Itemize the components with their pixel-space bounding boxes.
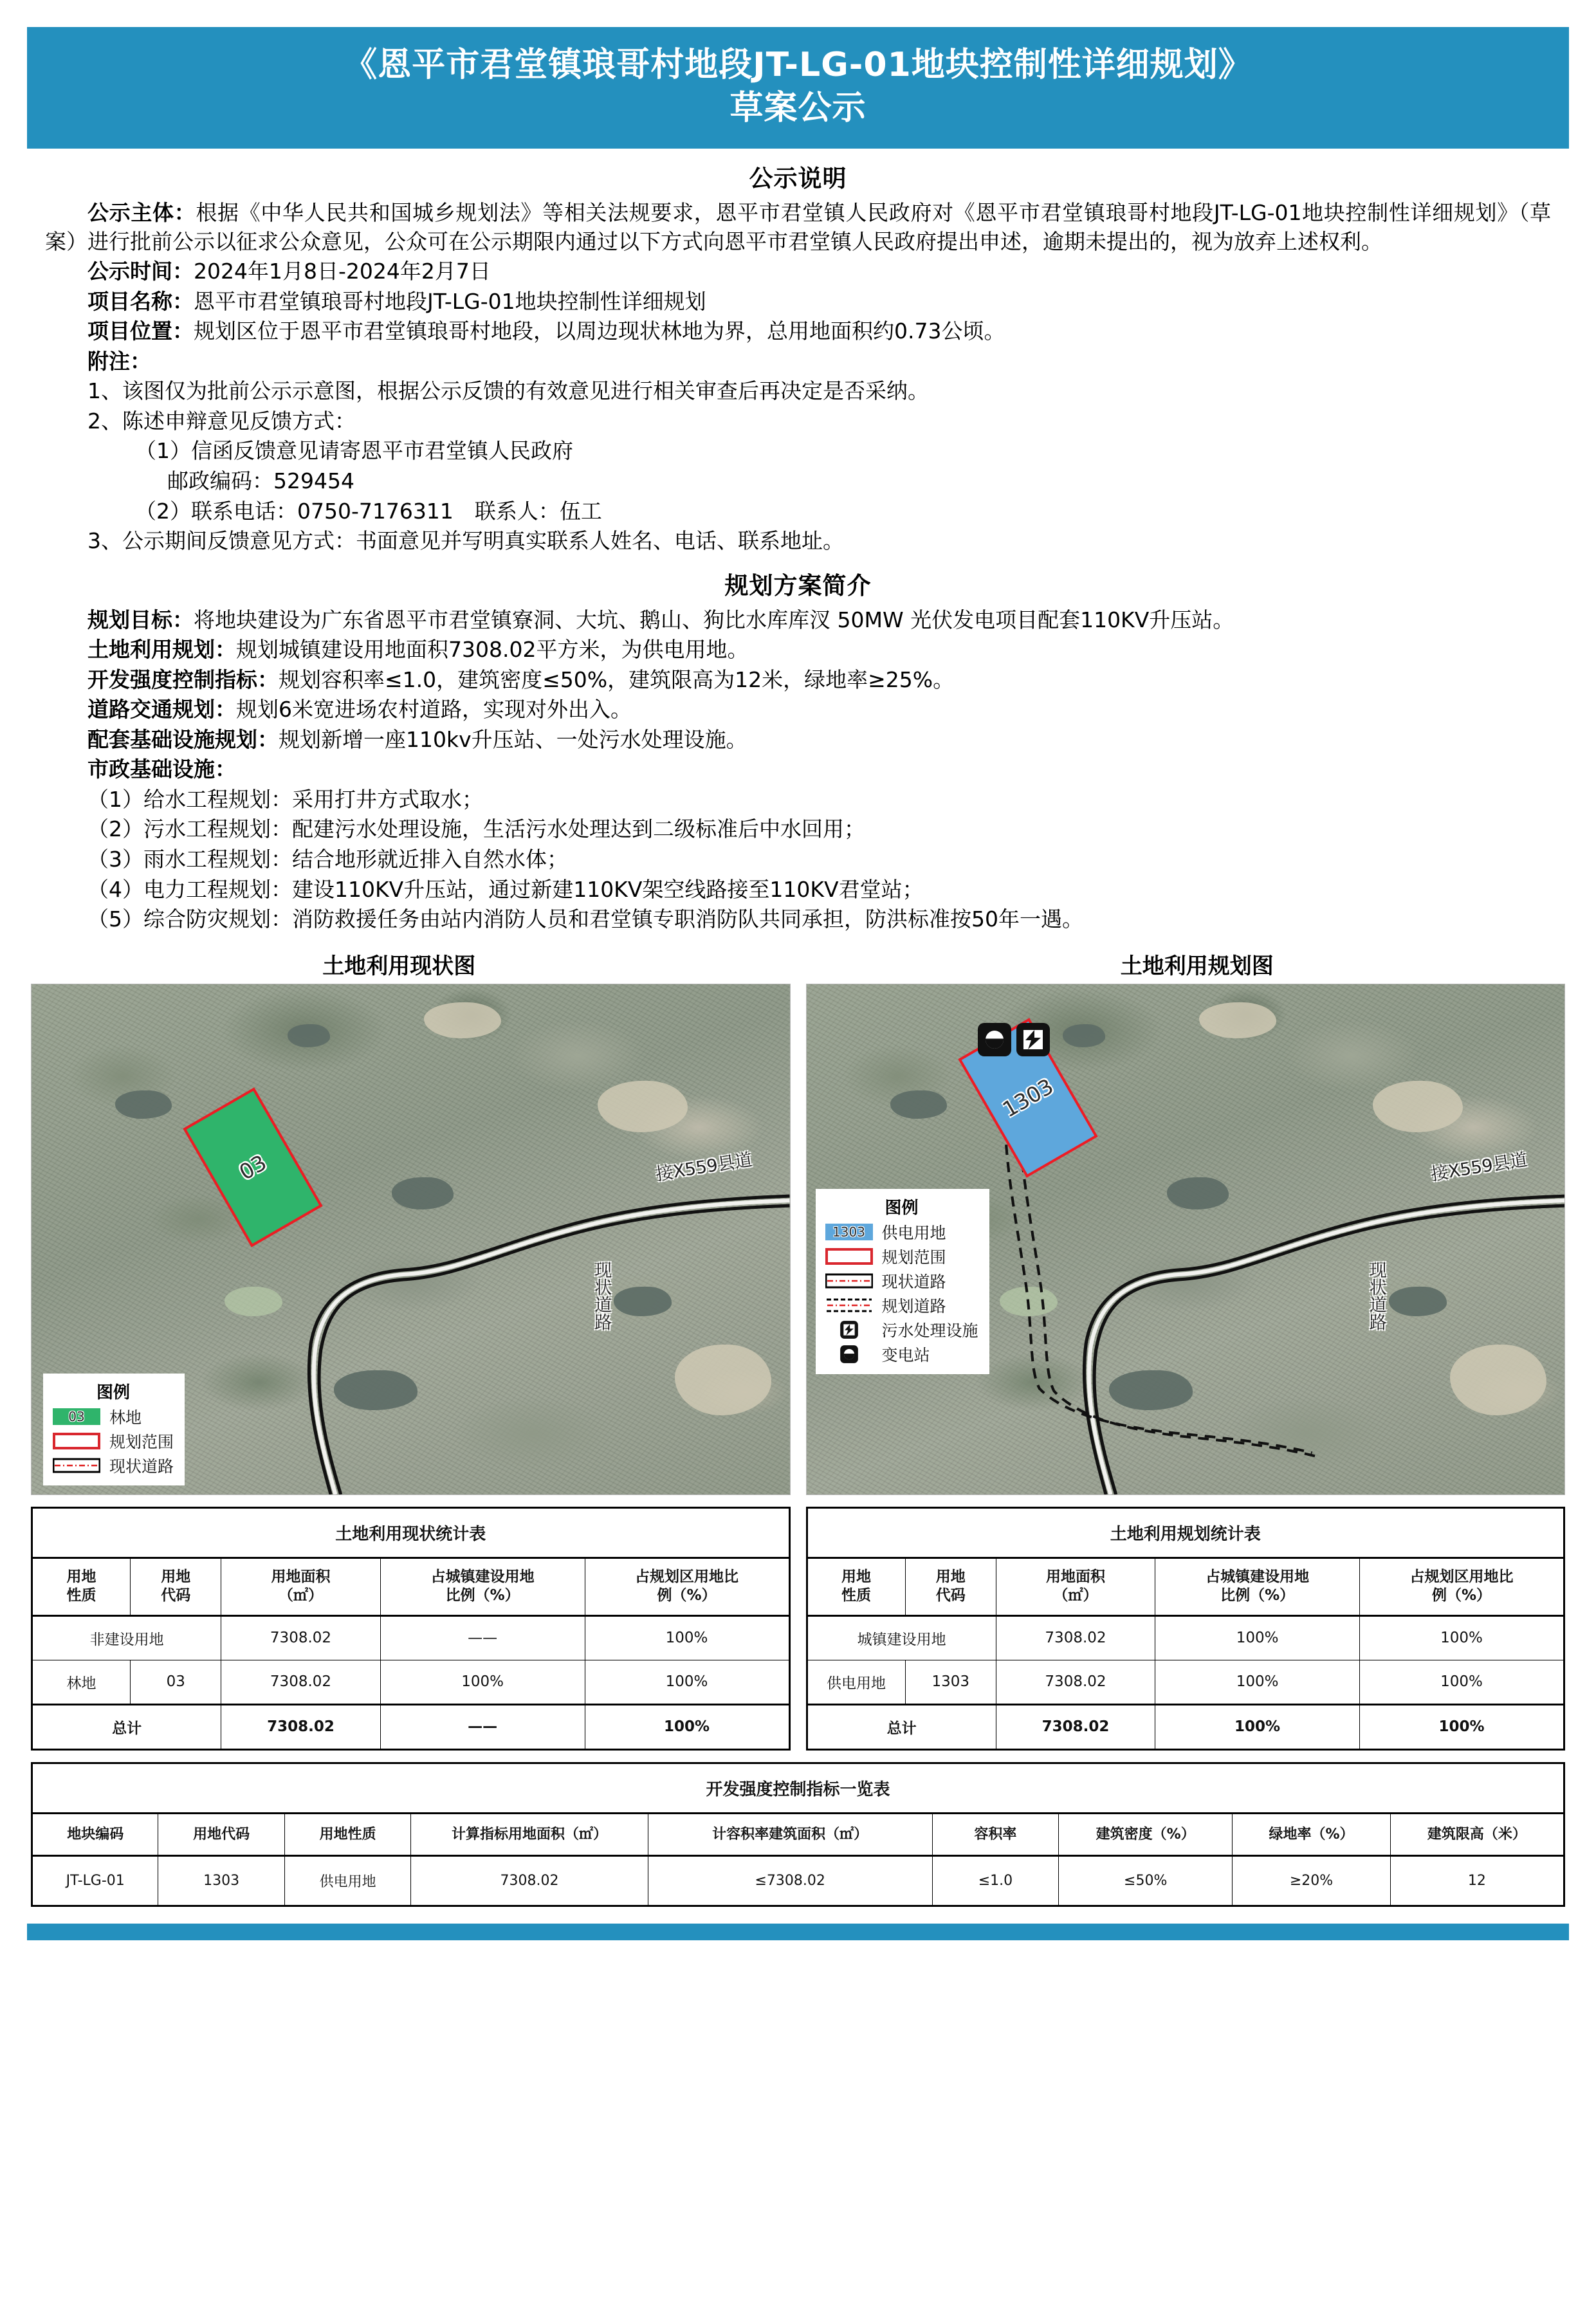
cell-pct-plan: 100% <box>585 1615 789 1660</box>
col-parcel-code: 地块编码 <box>32 1813 158 1856</box>
cell-far-floor-area: ≤7308.02 <box>648 1856 932 1906</box>
plan-road-label: 道路交通规划： <box>87 697 236 722</box>
map-legend-current <box>43 1374 185 1485</box>
cell-building-density: ≤50% <box>1059 1856 1233 1906</box>
plan-infrastructure-paragraph <box>45 726 1551 755</box>
cell-total-pct-plan: 100% <box>1360 1704 1564 1749</box>
plan-goal-paragraph <box>45 606 1551 635</box>
legend-swatch-code: 1303 <box>832 1224 865 1240</box>
cell-green-ratio: ≥20% <box>1233 1856 1391 1906</box>
map-current-land-use[interactable] <box>31 984 791 1495</box>
legend-label: 变电站 <box>882 1343 930 1366</box>
label-existing-road-planned: 现状道路 <box>1366 1261 1386 1330</box>
legend-label: 林地 <box>109 1405 142 1428</box>
planned-road-icon <box>825 1297 873 1314</box>
plan-intensity-label: 开发强度控制指标： <box>87 667 279 692</box>
col-height-limit: 建筑限高（米） <box>1390 1813 1564 1856</box>
notice-project-name-label: 项目名称： <box>87 289 194 314</box>
notice-project-location-label: 项目位置： <box>87 318 194 344</box>
cell-pct-urban: 100% <box>380 1660 585 1704</box>
poster-header <box>27 27 1569 149</box>
table-header-row <box>807 1558 1564 1615</box>
legend-item <box>825 1269 978 1292</box>
substation-glyph <box>978 1023 1011 1056</box>
cell-land-nature: 非建设用地 <box>32 1615 221 1660</box>
cell-total-pct-plan: 100% <box>585 1704 789 1749</box>
map-planned-land-use[interactable] <box>806 984 1566 1495</box>
plan-land-use-text: 规划城镇建设用地面积7308.02平方米，为供电用地。 <box>236 637 748 662</box>
legend-swatch-existing-road <box>825 1273 873 1289</box>
table-caption-row <box>807 1507 1564 1558</box>
poster-title-line1: 《恩平市君堂镇琅哥村地段JT-LG-01地块控制性详细规划》 <box>40 44 1556 87</box>
parcel-code-label: 1303 <box>998 1073 1057 1122</box>
legend-swatch-forest <box>53 1408 100 1425</box>
cell-land-area: 7308.02 <box>996 1615 1155 1660</box>
table-row <box>32 1660 790 1704</box>
notice-postcode: 邮政编码：529454 <box>45 467 1551 496</box>
table-row <box>32 1615 790 1660</box>
col-building-density: 建筑密度（%） <box>1059 1813 1233 1856</box>
col-land-area: 用地面积 （㎡） <box>221 1558 380 1615</box>
legend-swatch-planned-road <box>825 1297 873 1314</box>
map-title-planned: 土地利用规划图 <box>798 948 1596 980</box>
col-pct-urban: 占城镇建设用地 比例（%） <box>380 1558 585 1615</box>
notice-remark-label: 附注： <box>45 347 1551 376</box>
plan-land-use-paragraph <box>45 636 1551 665</box>
table-row <box>807 1615 1564 1660</box>
legend-label: 规划范围 <box>109 1429 174 1453</box>
plan-municipal-item-2: （2）污水工程规划：配建污水处理设施，生活污水处理达到二级标准后中水回用； <box>45 815 1551 844</box>
plan-goal-label: 规划目标： <box>87 607 194 632</box>
cell-pct-urban: 100% <box>1155 1615 1360 1660</box>
legend-title: 图例 <box>53 1379 174 1403</box>
plan-road-text: 规划6米宽进场农村道路，实现对外出入。 <box>236 697 632 722</box>
cell-total-pct-urban: 100% <box>1155 1704 1360 1749</box>
table-caption: 开发强度控制指标一览表 <box>32 1763 1564 1813</box>
legend-title: 图例 <box>825 1195 978 1218</box>
plan-intensity-text: 规划容积率≤1.0，建筑密度≤50%，建筑限高为12米，绿地率≥25%。 <box>279 667 954 692</box>
plan-road-paragraph <box>45 695 1551 724</box>
cell-land-nature: 城镇建设用地 <box>807 1615 996 1660</box>
plan-municipal-item-4: （4）电力工程规划：建设110KV升压站，通过新建110KV架空线路接至110KV君堂站； <box>45 876 1551 905</box>
sewage-icon <box>838 1320 860 1339</box>
col-pct-plan: 占规划区用地比 例（%） <box>585 1558 789 1615</box>
cell-pct-urban: 100% <box>1155 1660 1360 1704</box>
poster-footer-bar <box>27 1924 1569 1940</box>
cell-total-area: 7308.02 <box>996 1704 1155 1749</box>
intensity-table-wrap <box>0 1762 1596 1907</box>
col-green-ratio: 绿地率（%） <box>1233 1813 1391 1856</box>
cell-indicator-area: 7308.02 <box>411 1856 648 1906</box>
col-land-code: 用地代码 <box>158 1813 284 1856</box>
legend-swatch-plan-boundary <box>53 1433 100 1449</box>
cell-pct-urban: —— <box>380 1615 585 1660</box>
plan-section-title: 规划方案简介 <box>45 566 1551 601</box>
col-land-nature: 用地性质 <box>284 1813 410 1856</box>
legend-label: 现状道路 <box>882 1269 946 1292</box>
legend-item <box>825 1294 978 1317</box>
col-far: 容积率 <box>932 1813 1058 1856</box>
legend-item <box>825 1245 978 1268</box>
table-total-row <box>32 1704 790 1749</box>
notice-subject-paragraph <box>45 199 1551 256</box>
sewage-treatment-icon <box>1016 1023 1050 1056</box>
plan-municipal-item-3: （3）雨水工程规划：结合地形就近排入自然水体； <box>45 845 1551 874</box>
notice-remark-item-2: 2、陈述申辩意见反馈方式： <box>45 407 1551 436</box>
legend-label: 供电用地 <box>882 1220 946 1244</box>
table-caption: 土地利用现状统计表 <box>32 1507 790 1558</box>
label-county-road-current: 接X559县道 <box>655 1150 754 1184</box>
cell-land-code: 03 <box>131 1660 221 1704</box>
cell-height-limit: 12 <box>1390 1856 1564 1906</box>
cell-pct-plan: 100% <box>585 1660 789 1704</box>
col-land-nature: 用地 性质 <box>807 1558 905 1615</box>
notice-remark-sub-1: （1）信函反馈意见请寄恩平市君堂镇人民政府 <box>45 437 1551 466</box>
cell-total-label: 总计 <box>32 1704 221 1749</box>
col-land-code: 用地 代码 <box>905 1558 996 1615</box>
cell-total-label: 总计 <box>807 1704 996 1749</box>
cell-pct-plan: 100% <box>1360 1615 1564 1660</box>
table-row <box>32 1856 1564 1906</box>
notice-time-value: 2024年1月8日-2024年2月7日 <box>194 259 491 284</box>
label-existing-road-current: 现状道路 <box>591 1261 610 1330</box>
cell-land-area: 7308.02 <box>996 1660 1155 1704</box>
col-far-floor-area: 计容积率建筑面积（㎡） <box>648 1813 932 1856</box>
legend-item <box>53 1429 174 1453</box>
table-current-land-use <box>31 1507 791 1751</box>
label-county-road-planned: 接X559县道 <box>1429 1150 1528 1184</box>
publicity-poster <box>0 27 1596 2307</box>
plan-infrastructure-label: 配套基础设施规划： <box>87 727 279 752</box>
notice-subject-label: 公示主体： <box>87 200 196 225</box>
table-caption: 土地利用规划统计表 <box>807 1507 1564 1558</box>
table-total-row <box>807 1704 1564 1749</box>
col-pct-urban: 占城镇建设用地 比例（%） <box>1155 1558 1360 1615</box>
table-row <box>807 1660 1564 1704</box>
legend-item <box>53 1405 174 1428</box>
plan-municipal-item-5: （5）综合防灾规划：消防救援任务由站内消防人员和君堂镇专职消防队共同承担，防洪标准按50年一遇。 <box>45 905 1551 934</box>
legend-item <box>825 1220 978 1244</box>
table-header-row <box>32 1813 1564 1856</box>
notice-remark-sub-2: （2）联系电话：0750-7176311 联系人：伍工 <box>45 497 1551 526</box>
cell-total-pct-urban: —— <box>380 1704 585 1749</box>
existing-road-icon <box>53 1457 100 1474</box>
table-development-intensity <box>31 1762 1565 1907</box>
col-land-code: 用地 代码 <box>131 1558 221 1615</box>
cell-land-nature: 林地 <box>32 1660 131 1704</box>
col-pct-plan: 占规划区用地比 例（%） <box>1360 1558 1564 1615</box>
poster-title-line2: 草案公示 <box>40 87 1556 130</box>
cell-land-nature: 供电用地 <box>284 1856 410 1906</box>
notice-project-name-paragraph <box>45 288 1551 317</box>
legend-swatch-plan-boundary <box>825 1248 873 1265</box>
legend-label: 规划范围 <box>882 1245 946 1268</box>
notice-project-name-value: 恩平市君堂镇琅哥村地段JT-LG-01地块控制性详细规划 <box>194 289 706 314</box>
legend-item <box>825 1343 978 1366</box>
cell-land-area: 7308.02 <box>221 1660 380 1704</box>
legend-swatch-substation <box>825 1346 873 1363</box>
table-caption-row <box>32 1507 790 1558</box>
plan-intensity-paragraph <box>45 666 1551 695</box>
legend-item <box>53 1454 174 1477</box>
cell-land-area: 7308.02 <box>221 1615 380 1660</box>
notice-time-paragraph <box>45 257 1551 286</box>
map-legend-planned <box>816 1189 989 1374</box>
legend-swatch-power-supply-land <box>825 1224 873 1240</box>
notice-remark-item-1: 1、该图仅为批前公示示意图，根据公示反馈的有效意见进行相关审查后再决定是否采纳。 <box>45 377 1551 406</box>
maps-row <box>0 984 1596 1495</box>
legend-swatch-sewage <box>825 1321 873 1338</box>
notice-remark-item-3: 3、公示期间反馈意见方式：书面意见并写明真实联系人姓名、电话、联系地址。 <box>45 527 1551 556</box>
plan-municipal-label: 市政基础设施： <box>45 755 1551 784</box>
table-caption-row <box>32 1763 1564 1813</box>
cell-land-code: 1303 <box>905 1660 996 1704</box>
cell-parcel-code: JT-LG-01 <box>32 1856 158 1906</box>
notice-section-title: 公示说明 <box>45 159 1551 194</box>
sewage-glyph <box>1016 1023 1050 1056</box>
existing-road-icon <box>825 1273 873 1289</box>
plan-land-use-label: 土地利用规划： <box>87 637 236 662</box>
notice-project-location-value: 规划区位于恩平市君堂镇琅哥村地段，以周边现状林地为界，总用地面积约0.73公顷。 <box>194 318 1005 344</box>
cell-total-area: 7308.02 <box>221 1704 380 1749</box>
table-header-row <box>32 1558 790 1615</box>
cell-far: ≤1.0 <box>932 1856 1058 1906</box>
plan-municipal-item-1: （1）给水工程规划：采用打井方式取水； <box>45 786 1551 814</box>
legend-label: 规划道路 <box>882 1294 946 1317</box>
legend-label: 现状道路 <box>109 1454 174 1477</box>
legend-swatch-code: 03 <box>68 1409 84 1424</box>
plan-goal-text: 将地块建设为广东省恩平市君堂镇寮洞、大坑、鹅山、狗比水库库汊 50MW 光伏发电项目配套110KV升压站。 <box>194 607 1234 632</box>
substation-icon <box>978 1023 1011 1056</box>
table-planned-land-use <box>806 1507 1566 1751</box>
col-land-area: 用地面积 （㎡） <box>996 1558 1155 1615</box>
col-land-nature: 用地 性质 <box>32 1558 131 1615</box>
notice-subject-text: 根据《中华人民共和国城乡规划法》等相关法规要求，恩平市君堂镇人民政府对《恩平市君堂镇琅哥村地段JT-LG-01地块控制性详细规划》（草案）进行批前公示以征求公众意见，公众可在公示期限内通过以下方式向恩平市君堂镇人民政府提出申述，逾期未提出的，视为放弃上述权利。 <box>45 200 1551 254</box>
substation-icon <box>838 1345 860 1364</box>
cell-land-code: 1303 <box>158 1856 284 1906</box>
notice-time-label: 公示时间： <box>87 259 194 284</box>
map-titles-row <box>0 948 1596 980</box>
map-title-current: 土地利用现状图 <box>0 948 798 980</box>
notice-project-location-paragraph <box>45 317 1551 346</box>
legend-label: 污水处理设施 <box>882 1318 978 1341</box>
parcel-code-label: 03 <box>235 1150 271 1185</box>
legend-swatch-existing-road <box>53 1457 100 1474</box>
legend-item <box>825 1318 978 1341</box>
cell-pct-plan: 100% <box>1360 1660 1564 1704</box>
col-indicator-area: 计算指标用地面积（㎡） <box>411 1813 648 1856</box>
plan-infrastructure-text: 规划新增一座110kv升压站、一处污水处理设施。 <box>279 727 748 752</box>
poster-body <box>0 159 1596 934</box>
statistics-tables-row <box>0 1507 1596 1751</box>
cell-land-nature: 供电用地 <box>807 1660 905 1704</box>
